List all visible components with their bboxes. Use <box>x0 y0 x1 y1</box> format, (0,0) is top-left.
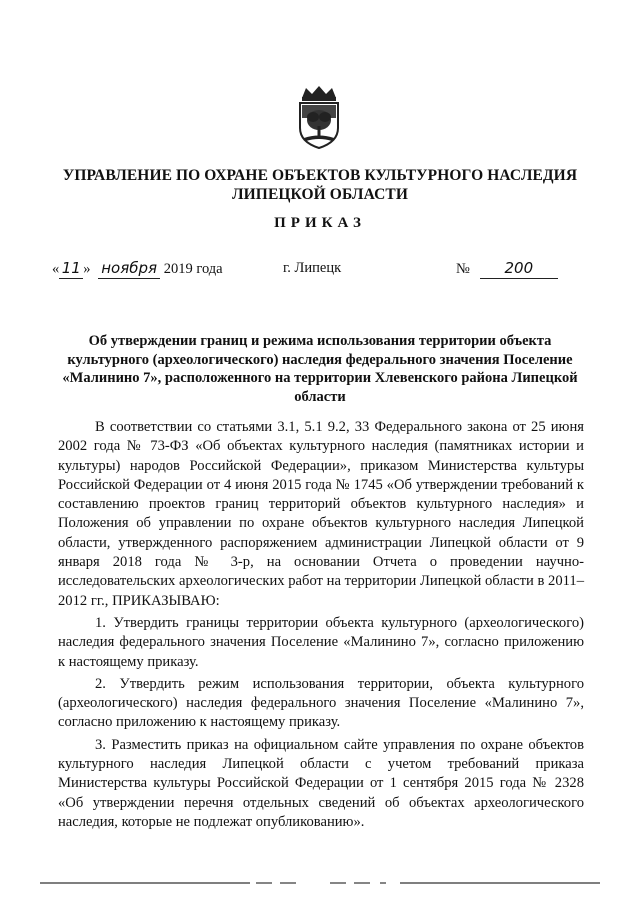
number-value: 200 <box>480 258 558 279</box>
quote-open: « <box>52 261 60 277</box>
date-day: 11 <box>59 258 83 279</box>
quote-close: » <box>83 261 91 277</box>
document-city: г. Липецк <box>283 260 342 276</box>
document-number <box>456 258 558 279</box>
date-month: ноября <box>98 258 160 279</box>
document-body <box>58 418 584 832</box>
organization-name-line1: УПРАВЛЕНИЕ ПО ОХРАНЕ ОБЪЕКТОВ КУЛЬТУРНОГО НАСЛЕДИЯ <box>62 167 578 184</box>
document-date <box>52 258 223 279</box>
document-title: Об утверждении границ и режима использования территории объекта культурного (археологического) наследия федерального значения Поселение «Малинино 7», расположенного на территории Хлевенского района Липецкой области <box>62 333 578 405</box>
order-item-1: 1. Утвердить границы территории объекта культурного (археологического) наследия федерального значения Поселение «Малинино 7», согласно приложению к настоящему приказу. <box>58 614 584 670</box>
date-year: 2019 года <box>163 261 223 277</box>
order-item-2: 2. Утвердить режим использования территории, объекта культурного (археологического) наследия федерального значения Поселение «Малинино 7», согласно приложению к настоящему приказу. <box>58 675 584 731</box>
document-type: ПРИКАЗ <box>274 215 366 231</box>
lipetsk-coat-of-arms-icon <box>294 84 344 150</box>
preamble-paragraph: В соответствии со статьями 3.1, 5.1 9.2, 33 Федерального закона от 25 июня 2002 года № 73-ФЗ «Об объектах культурного наследия (памятниках истории и культуры) народов Российской Федерации», приказом Министерства культуры Российской Федерации от 4 июня 2015 года № 1745 «Об утверждении требований к составлению проектов границ территорий объектов культурного наследия» и Положения об управлении по охране объектов культурного наследия Липецкой области, утвержденного распоряжением администрации Липецкой области от 9 января 2018 года № 3-р, на основании Отчета о проведении научно-исследовательских археологических работ на территории Липецкой области в 2011–2012 гг., ПРИКАЗЫВАЮ: <box>58 419 584 609</box>
order-item-3: 3. Разместить приказ на официальном сайте управления по охране объектов культурного наследия Липецкой области с учетом требований приказа Министерства культуры Российской Федерации от 1 сентября 2015 года № 2328 «Об утверждении перечня отдельных сведений об объектах археологического наследия, которые не подлежат опубликованию». <box>58 736 584 830</box>
footer-divider <box>40 882 600 884</box>
number-sign: № <box>456 261 470 277</box>
organization-name-line2: ЛИПЕЦКОЙ ОБЛАСТИ <box>232 186 408 203</box>
